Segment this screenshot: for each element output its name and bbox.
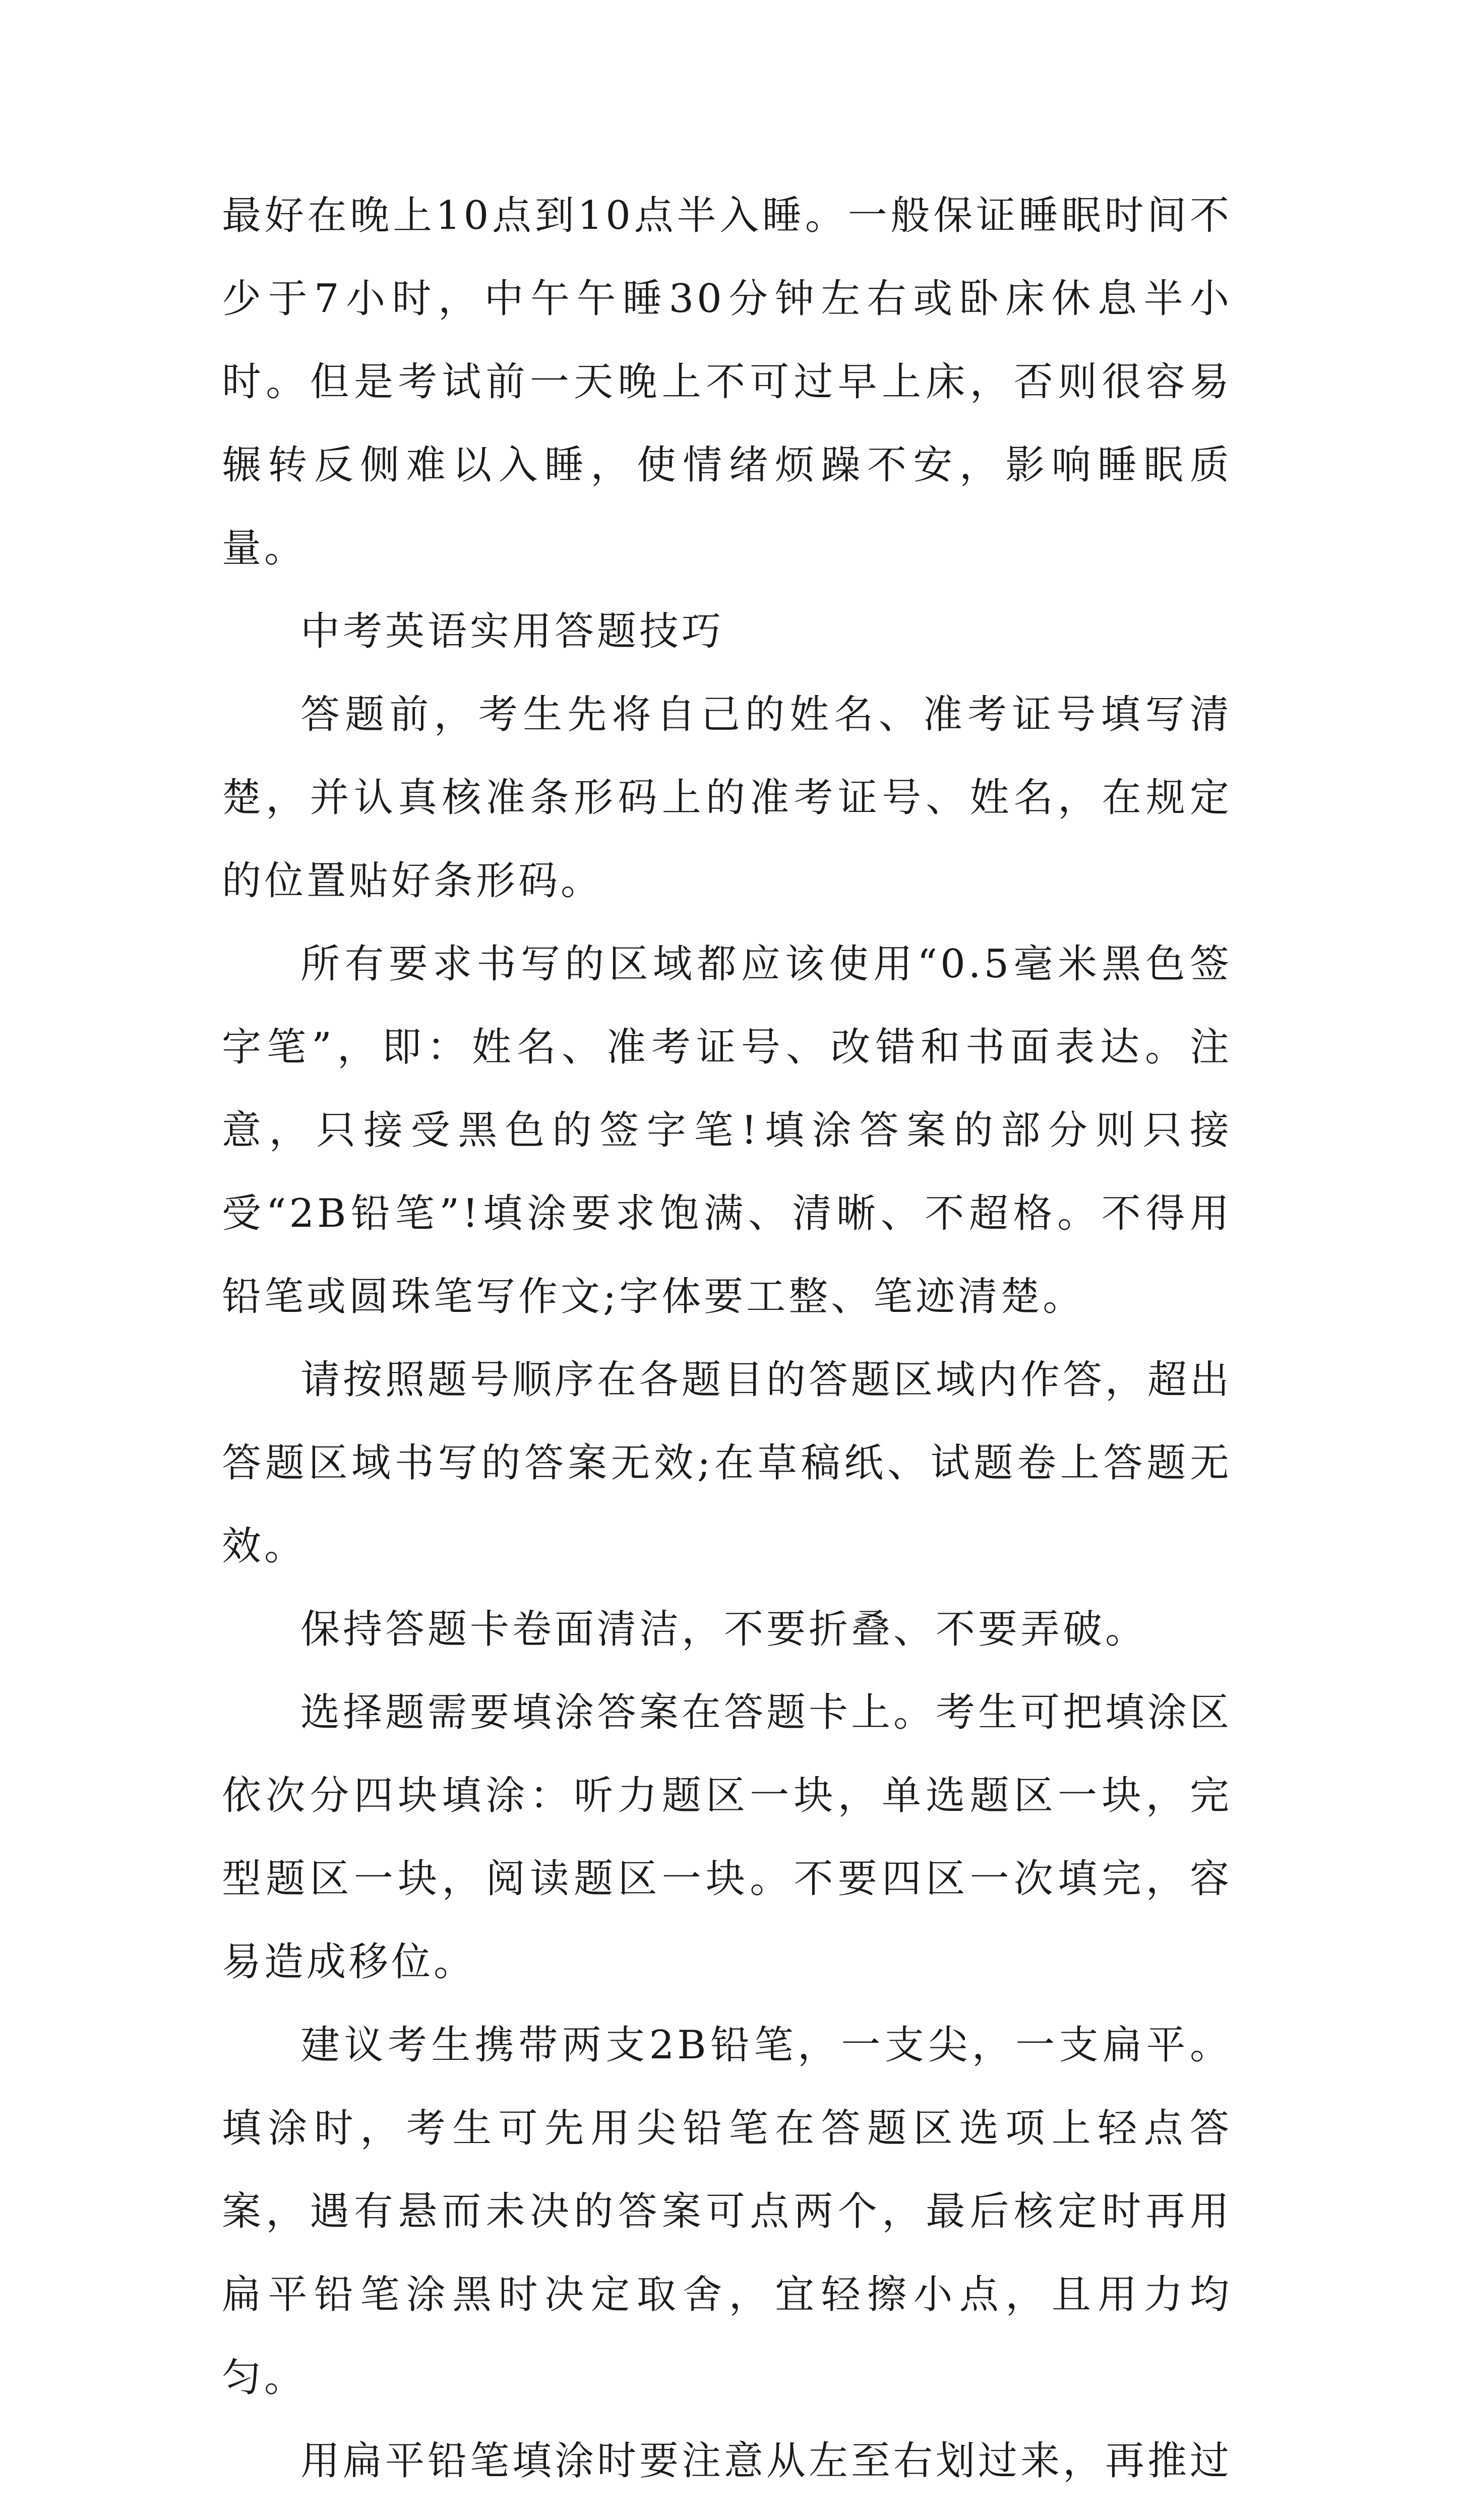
section-heading: 中考英语实用答题技巧 (300, 609, 724, 654)
paragraph-before-answering: 答题前，考生先将自己的姓名、准考证号填写清楚，并认真核准条形码上的准考证号、姓名，在规定的位置贴好条形码。 (222, 692, 1232, 904)
paragraph-flat-pencil: 用扁平铅笔填涂时要注意从左至右划过来，再推过 (300, 2438, 1233, 2484)
paragraph-sleep-advice: 最好在晚上10点到10点半入睡。一般保证睡眠时间不少于7小时，中午午睡30分钟左右或卧床休息半小时。但是考试前一天晚上不可过早上床，否则很容易辗转反侧难以入睡，使情绪烦躁不安，影响睡眠质量。 (222, 193, 1232, 571)
paragraph-fill-blocks: 选择题需要填涂答案在答题卡上。考生可把填涂区依次分四块填涂：听力题区一块，单选题区一块，完型题区一块，阅读题区一块。不要四区一次填完，容易造成移位。 (222, 1690, 1233, 1985)
paragraph-keep-clean: 保持答题卡卷面清洁，不要折叠、不要弄破。 (300, 1607, 1148, 1652)
paragraph-two-pencils: 建议考生携带两支2B铅笔，一支尖，一支扁平。填涂时，考生可先用尖铅笔在答题区选项上轻点答案，遇有悬而未决的答案可点两个，最后核定时再用扁平铅笔涂黑时决定取舍，宜轻擦小点，且用力均匀。 (222, 2023, 1232, 2401)
paragraph-writing-tools: 所有要求书写的区域都应该使用“0.5毫米黑色签字笔”，即：姓名、准考证号、改错和书面表达。注意，只接受黑色的签字笔!填涂答案的部分则只接受“2B铅笔”!填涂要求饱满、清晰、不超格。不得用铅笔或圆珠笔写作文;字体要工整、笔迹清楚。 (222, 941, 1232, 1319)
document-body (222, 174, 1232, 2520)
paragraph-answer-order: 请按照题号顺序在各题目的答题区域内作答，超出答题区域书写的答案无效;在草稿纸、试题卷上答题无效。 (222, 1357, 1233, 1569)
